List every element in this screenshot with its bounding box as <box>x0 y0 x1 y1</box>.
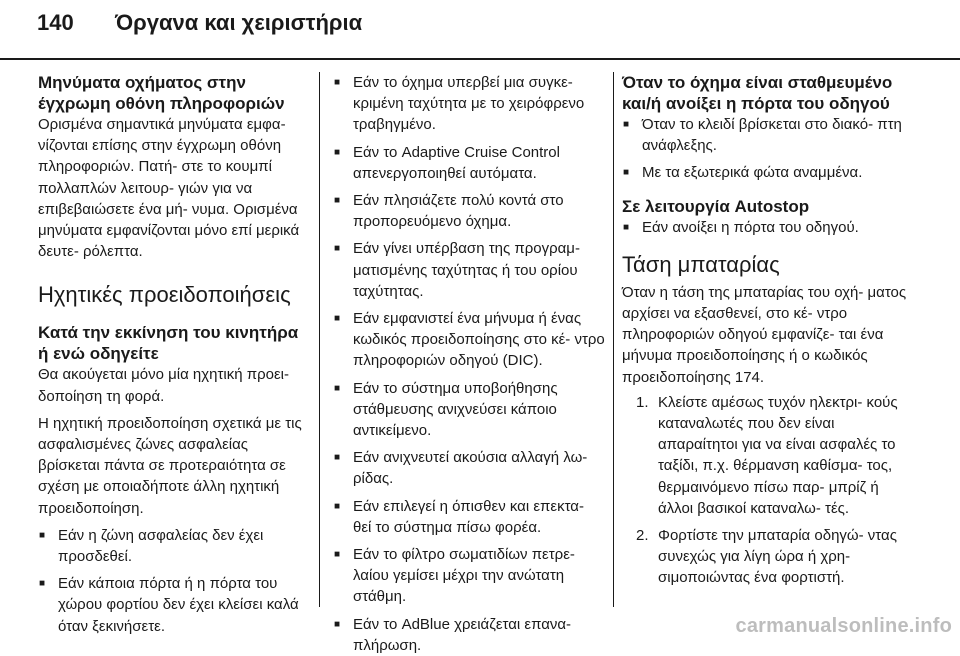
step-text: Φορτίστε την μπαταρία οδηγώ- ντας συνεχώς για λίγη ώρα ή χρη- σιμοποιώντας ένα φορτιστή. <box>658 527 897 587</box>
list-item: ■ Εάν επιλεγεί η όπισθεν και επεκτα- θεί το σύστημα πίσω φορέα. <box>333 496 605 538</box>
heading-vehicle-messages: Μηνύματα οχήματος στην έγχρωμη οθόνη πληροφοριών <box>38 73 285 113</box>
heading-warning-chimes: Ηχητικές προειδοποιήσεις <box>38 282 291 308</box>
list-driving-conditions <box>333 72 605 656</box>
page-title: Όργανα και χειριστήρια <box>115 10 363 35</box>
step-number: 1. <box>636 393 649 411</box>
heading-parked-door-open: Όταν το όχημα είναι σταθμευμένο και/ή ανοίξει η πόρτα του οδηγού <box>622 73 893 113</box>
list-item <box>622 525 914 589</box>
paragraph-seatbelt-priority: Η ηχητική προειδοποίηση σχετικά με τις ασφαλισμένες ζώνες ασφαλείας βρίσκεται πάντα σε προτεραιότητα σε σχέση με οποιαδήποτε άλλη ηχητική προειδοποίηση. <box>38 414 302 517</box>
column-1 <box>38 72 306 637</box>
list-item: ■ Εάν κάποια πόρτα ή η πόρτα του χώρου φορτίου δεν έχει κλείσει καλά όταν ξεκινήσετε. <box>38 573 306 637</box>
list-item: ■ Εάν η ζώνη ασφαλείας δεν έχει προσδεθεί. <box>38 525 306 567</box>
list-item: ■ Εάν εμφανιστεί ένα μήνυμα ή ένας κωδικός προειδοποίησης στο κέ- ντρο πληροφοριών οδηγού (DIC). <box>333 308 605 372</box>
list-item: ■ Όταν το κλειδί βρίσκεται στο διακό- πτη ανάφλεξης. <box>622 114 914 156</box>
list-item: ■ Με τα εξωτερικά φώτα αναμμένα. <box>622 162 914 183</box>
step-text: Κλείστε αμέσως τυχόν ηλεκτρι- κούς καταναλωτές που δεν είναι απαραίτητοι για να είναι ασφαλές το ταξίδι, π.χ. θέρμανση καθίσμα- τος, θερμαινόμενο πίσω παρ- μπρίζ ή άλλοι βασικοί καταναλω- τές. <box>658 393 898 517</box>
watermark: carmanualsonline.info <box>735 615 952 637</box>
list-item: ■ Εάν το AdBlue χρειάζεται επανα- πλήρωση. <box>333 614 605 656</box>
list-item: ■ Εάν γίνει υπέρβαση της προγραμ- ματισμένης ταχύτητας ή του ορίου ταχύτητας. <box>333 238 605 302</box>
column-2 <box>333 72 605 656</box>
list-item: ■ Εάν ανοίξει η πόρτα του οδηγού. <box>622 217 914 238</box>
list-start-conditions <box>38 525 306 637</box>
list-item: ■ Εάν το Adaptive Cruise Control απενεργοποιηθεί αυτόματα. <box>333 142 605 184</box>
header-divider <box>0 58 960 60</box>
paragraph-vehicle-messages: Ορισμένα σημαντικά μηνύματα εμφα- νίζονται επίσης στην έγχρωμη οθόνη πληροφοριών. Πατή- στε το κουμπί πολλαπλών λειτουρ- γιών για να επιβεβαιώσετε ένα μή- νυμα. Ορισμένα μηνύματα εμφανίζονται μόνο επί μερικά δευτε- ρόλεπτα. <box>38 116 300 261</box>
column-3 <box>622 72 914 589</box>
step-number: 2. <box>636 527 649 545</box>
heading-autostop: Σε λειτουργία Autostop <box>622 196 810 216</box>
list-item: ■ Εάν πλησιάζετε πολύ κοντά στο προπορευόμενο όχημα. <box>333 190 605 232</box>
list-item <box>622 392 914 519</box>
list-item: ■ Εάν το όχημα υπερβεί μια συγκε- κριμένη ταχύτητα με το χειρόφρενο τραβηγμένο. <box>333 72 605 136</box>
heading-engine-start: Κατά την εκκίνηση του κινητήρα ή ενώ οδηγείτε <box>38 323 299 364</box>
paragraph-battery-voltage: Όταν η τάση της μπαταρίας του οχή- ματος αρχίσει να εξασθενεί, στο κέ- ντρο πληροφοριών οδηγού εμφανίζε- ται ένα μήνυμα προειδοποίησης ή ο κωδικός προειδοποίησης 174. <box>622 283 907 386</box>
paragraph-one-chime: Θα ακούγεται μόνο μία ηχητική προει- δοποίηση τη φορά. <box>38 366 289 405</box>
page-number: 140 <box>37 10 74 35</box>
page-header <box>0 0 960 60</box>
column-divider-1 <box>319 72 320 607</box>
list-battery-steps <box>622 392 914 589</box>
list-item: ■ Εάν το φίλτρο σωματιδίων πετρε- λαίου γεμίσει μέχρι την ανώτατη στάθμη. <box>333 544 605 608</box>
list-item: ■ Εάν ανιχνευτεί ακούσια αλλαγή λω- ρίδας. <box>333 447 605 489</box>
list-parked-conditions <box>622 114 914 184</box>
column-divider-2 <box>613 72 614 607</box>
list-autostop-conditions <box>622 217 914 238</box>
heading-battery-voltage: Τάση μπαταρίας <box>622 251 780 277</box>
list-item: ■ Εάν το σύστημα υποβοήθησης στάθμευσης ανιχνεύσει κάποιο αντικείμενο. <box>333 378 605 442</box>
